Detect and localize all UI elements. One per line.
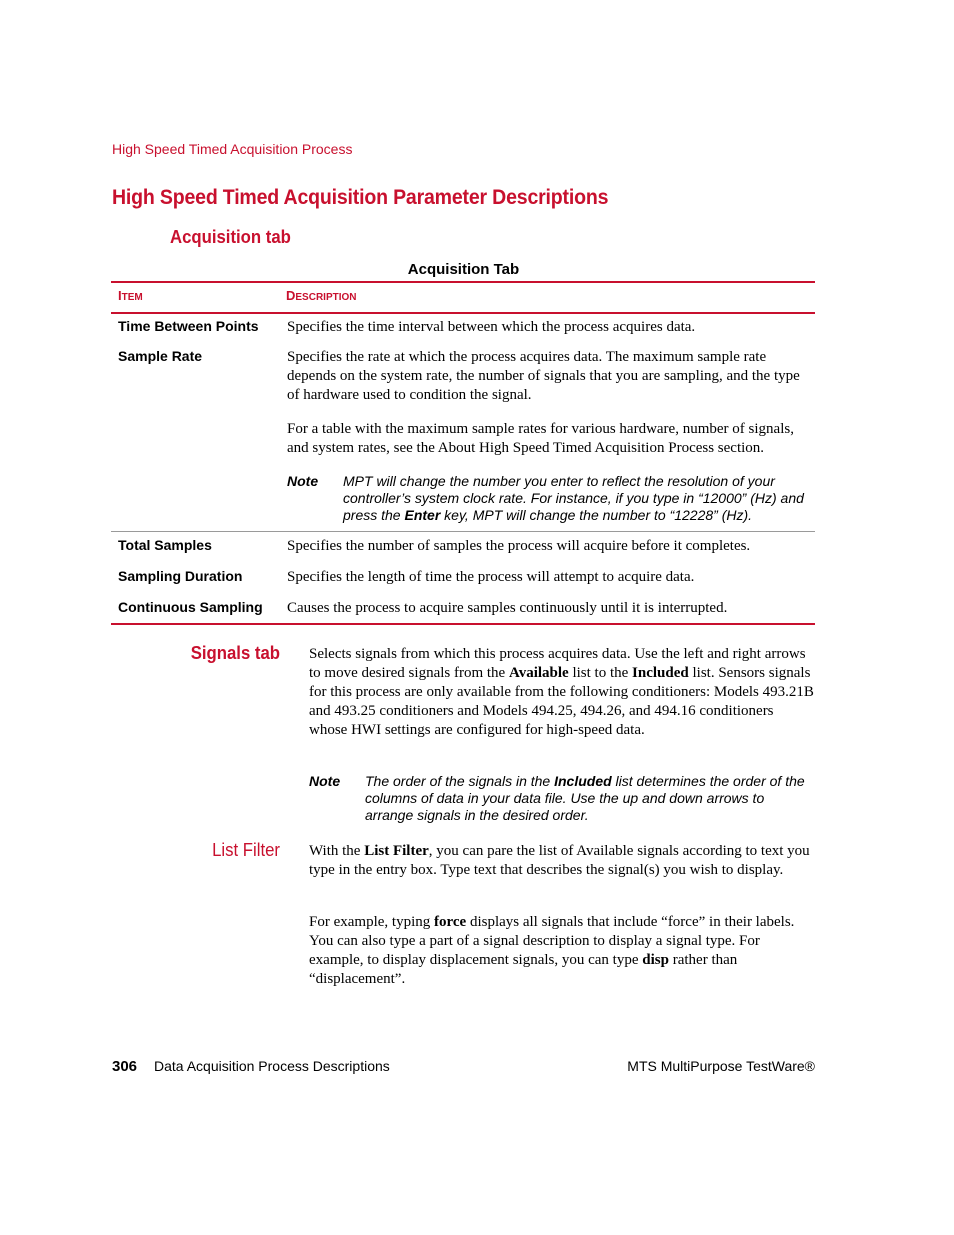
table-row-item: Time Between Points <box>118 318 259 334</box>
list-filter-example-paragraph: For example, typing force displays all signals that include “force” in their labels. You can also type a part of a signal description to display a signal type. For example, to display displacement signals, you can type disp rather than “displacement”. <box>309 914 795 987</box>
running-head: High Speed Timed Acquisition Process <box>112 141 353 157</box>
table-row-item: Sample Rate <box>118 348 203 364</box>
page-number: 306 <box>112 1058 138 1075</box>
table-top-rule <box>111 281 815 283</box>
note-label: Note <box>309 773 341 789</box>
note-label: Note <box>287 473 319 489</box>
table-row-item: Sampling Duration <box>118 568 243 584</box>
table-row-description: Specifies the number of samples the process will acquire before it completes. <box>287 538 751 554</box>
table-row-item: Total Samples <box>118 537 212 553</box>
footer-section-title: Data Acquisition Process Descriptions <box>154 1058 390 1074</box>
table-row-description: Specifies the length of time the process will attempt to acquire data. <box>287 569 695 585</box>
table-row-item: Continuous Sampling <box>118 599 263 615</box>
note-text: The order of the signals in the Included list determines the order of the columns of data in your data file. Use the up and down arrows to arrange signals in the desired order. <box>365 773 805 823</box>
table-bottom-rule <box>111 623 815 625</box>
acquisition-tab-heading: Acquisition tab <box>170 227 291 247</box>
row-divider <box>111 531 815 532</box>
footer-product-name: MTS MultiPurpose TestWare® <box>627 1058 815 1074</box>
table-row-description: Specifies the time interval between which the process acquires data. <box>287 319 696 335</box>
table-row-description: Specifies the rate at which the process acquires data. The maximum sample rate depends on the system rate, the number of signals that you are sampling, and the type of hardware used to condition the signal. <box>287 349 800 403</box>
table-header-rule <box>111 312 815 314</box>
table-row-description: Causes the process to acquire samples continuously until it is interrupted. <box>287 600 728 616</box>
table-caption: Acquisition Tab <box>407 261 520 278</box>
signals-tab-paragraph: Selects signals from which this process acquires data. Use the left and right arrows to move desired signals from the Available list to the Included list. Sensors signals for this process are only available from the following conditioners: Models 493.21B and 493.25 conditioners and Models 494.25, 494.26, and 494.16 conditioners whose HWI settings are configured for high-speed data. <box>309 646 814 738</box>
note-text: MPT will change the number you enter to reflect the resolution of your controller’s system clock rate. For instance, if you type in “12000” (Hz) and press the Enter key, MPT will change the number to “12228” (Hz). <box>343 473 804 523</box>
page-title: High Speed Timed Acquisition Parameter Descriptions <box>112 186 609 209</box>
column-header-description: DESCRIPTION <box>286 288 357 303</box>
list-filter-paragraph: With the List Filter, you can pare the list of Available signals according to text you type in the entry box. Type text that describes the signal(s) you wish to display. <box>309 843 810 878</box>
table-row-description-continued: For a table with the maximum sample rates for various hardware, number of signals, and system rates, see the About High Speed Timed Acquisition Process section. <box>287 421 794 456</box>
list-filter-heading: List Filter <box>212 840 280 860</box>
column-header-item: ITEM <box>118 288 143 303</box>
signals-tab-heading: Signals tab <box>190 643 280 663</box>
